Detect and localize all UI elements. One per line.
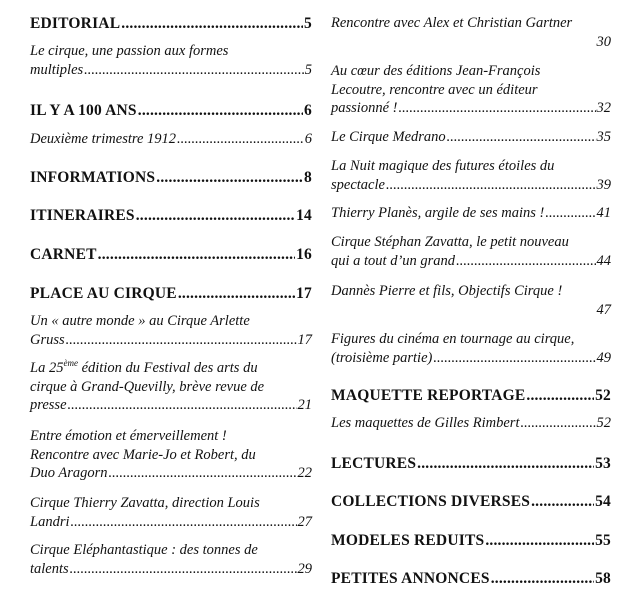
toc-page: 22 <box>297 465 312 481</box>
toc-page: 58 <box>595 570 611 587</box>
leader-dots <box>485 531 594 550</box>
toc-title: La Nuit magique des futures étoiles du <box>331 158 555 174</box>
toc-section-modeles-reduits[interactable] <box>331 531 611 550</box>
leader-dots <box>121 14 303 33</box>
toc-article[interactable] <box>30 541 312 578</box>
leader-dots <box>68 396 297 415</box>
toc-page: 29 <box>297 560 312 577</box>
leader-dots <box>156 168 303 187</box>
toc-title: cirque à Grand-Quevilly, brève revue de <box>30 378 265 395</box>
toc-title: IL Y A 100 ANS <box>30 102 137 119</box>
toc-page: 52 <box>596 415 611 431</box>
toc-title: spectacle <box>331 176 385 193</box>
toc-section-il-y-a-100-ans[interactable] <box>30 101 312 120</box>
toc-title: PETITES ANNONCES <box>331 570 490 587</box>
toc-article[interactable] <box>331 414 611 433</box>
toc-page: 16 <box>296 246 312 263</box>
leader-dots <box>545 204 595 223</box>
toc-title: CARNET <box>30 246 97 263</box>
toc-title: talents <box>30 560 69 577</box>
toc-article[interactable] <box>331 128 611 147</box>
toc-page: 35 <box>596 129 611 145</box>
toc-page: 54 <box>595 493 611 510</box>
toc-section-collections-diverses[interactable] <box>331 492 611 511</box>
leader-dots <box>491 569 594 588</box>
toc-title: multiples <box>30 61 84 78</box>
toc-title: INFORMATIONS <box>30 169 156 186</box>
toc-page: 14 <box>296 207 312 224</box>
leader-dots <box>520 414 595 433</box>
toc-title: La 25ème édition du Festival des arts du <box>30 358 258 376</box>
toc-section-informations[interactable] <box>30 168 312 187</box>
toc-page: 52 <box>595 387 611 404</box>
toc-title: LECTURES <box>331 455 417 472</box>
toc-section-place-au-cirque[interactable] <box>30 284 312 303</box>
toc-page: 17 <box>296 285 312 302</box>
toc-title: Le cirque, une passion aux formes <box>30 43 229 59</box>
toc-article[interactable] <box>331 282 611 319</box>
toc-page: 5 <box>304 15 312 32</box>
toc-title: Landri <box>30 513 70 530</box>
leader-dots <box>98 245 295 264</box>
toc-title: Thierry Planès, argile de ses mains ! <box>331 205 545 221</box>
toc-title: Un « autre monde » au Cirque Arlette <box>30 313 250 329</box>
toc-title: passionné ! <box>331 100 398 116</box>
toc-page: 53 <box>595 455 611 472</box>
toc-page: 39 <box>596 176 611 193</box>
toc-article[interactable] <box>331 62 611 118</box>
leader-dots <box>417 454 594 473</box>
toc-page: 44 <box>596 252 611 269</box>
leader-dots <box>177 130 304 149</box>
toc-article[interactable] <box>331 204 611 223</box>
leader-dots <box>531 492 594 511</box>
toc-title: MODELES REDUITS <box>331 532 485 549</box>
toc-title: ITINERAIRES <box>30 207 135 224</box>
leader-dots <box>84 61 304 80</box>
toc-section-editorial[interactable] <box>30 14 312 33</box>
leader-dots <box>398 99 595 118</box>
toc-title: Cirque Thierry Zavatta, direction Louis <box>30 495 260 511</box>
leader-dots <box>178 284 295 303</box>
toc-article[interactable] <box>30 312 312 349</box>
toc-title: qui a tout d’un grand <box>331 252 456 269</box>
toc-title: Cirque Eléphantastique : des tonnes de <box>30 542 258 558</box>
toc-title: Les maquettes de Gilles Rimbert <box>331 415 520 431</box>
toc-page: 6 <box>304 131 312 147</box>
toc-page: 5 <box>304 61 312 78</box>
toc-title: (troisième partie) <box>331 349 433 366</box>
toc-title: Au cœur des éditions Jean-François <box>331 63 541 79</box>
leader-dots <box>386 176 596 195</box>
toc-title: Rencontre avec Alex et Christian Gartner <box>331 15 573 31</box>
toc-article[interactable] <box>30 427 312 483</box>
toc-section-lectures[interactable] <box>331 454 611 473</box>
toc-section-carnet[interactable] <box>30 245 312 264</box>
leader-dots <box>71 513 297 532</box>
leader-dots <box>433 349 595 368</box>
toc-section-petites-annonces[interactable] <box>331 569 611 588</box>
toc-title: MAQUETTE REPORTAGE <box>331 387 526 404</box>
toc-title: Figures du cinéma en tournage au cirque, <box>331 331 575 347</box>
toc-page: 17 <box>297 331 312 348</box>
toc-title: presse <box>30 397 67 413</box>
toc-page: 41 <box>596 205 611 221</box>
toc-title: Gruss <box>30 331 65 348</box>
toc-title: Entre émotion et émerveillement ! <box>30 428 227 444</box>
toc-article[interactable] <box>331 14 611 51</box>
toc-article[interactable] <box>30 359 312 415</box>
toc-page: 32 <box>596 100 611 116</box>
toc-article[interactable] <box>331 157 611 194</box>
toc-title: Rencontre avec Marie-Jo et Robert, du <box>30 446 256 463</box>
leader-dots <box>66 331 297 350</box>
toc-title: COLLECTIONS DIVERSES <box>331 493 531 510</box>
toc-title: Lecoutre, rencontre avec un éditeur <box>331 81 538 98</box>
toc-page: 8 <box>304 169 312 186</box>
toc-article[interactable] <box>331 330 611 367</box>
leader-dots <box>108 464 296 483</box>
toc-title: Duo Aragorn <box>30 465 108 481</box>
toc-page: 27 <box>297 513 312 530</box>
toc-page: 49 <box>596 349 611 366</box>
toc-title: Dannès Pierre et fils, Objectifs Cirque ! <box>331 283 563 299</box>
toc-page: 21 <box>297 397 312 413</box>
toc-page: 6 <box>304 102 312 119</box>
toc-title: EDITORIAL <box>30 15 121 32</box>
toc-article[interactable] <box>30 130 312 149</box>
toc-title: Deuxième trimestre 1912 <box>30 131 177 147</box>
toc-page: 47 <box>596 301 611 318</box>
leader-dots <box>456 252 595 271</box>
toc-article[interactable] <box>30 42 312 79</box>
toc-article[interactable] <box>30 494 312 531</box>
leader-dots <box>136 206 295 225</box>
toc-title: PLACE AU CIRQUE <box>30 285 177 302</box>
leader-dots <box>526 386 594 405</box>
toc-page: 55 <box>595 532 611 549</box>
toc-section-maquette-reportage[interactable] <box>331 386 611 405</box>
leader-dots <box>447 128 596 147</box>
toc-title: Le Cirque Medrano <box>331 129 446 145</box>
leader-dots <box>138 101 303 120</box>
toc-page: 30 <box>596 33 611 50</box>
toc-section-itineraires[interactable] <box>30 206 312 225</box>
toc-article[interactable] <box>331 233 611 270</box>
toc-title: Cirque Stéphan Zavatta, le petit nouveau <box>331 234 569 250</box>
leader-dots <box>70 560 297 579</box>
